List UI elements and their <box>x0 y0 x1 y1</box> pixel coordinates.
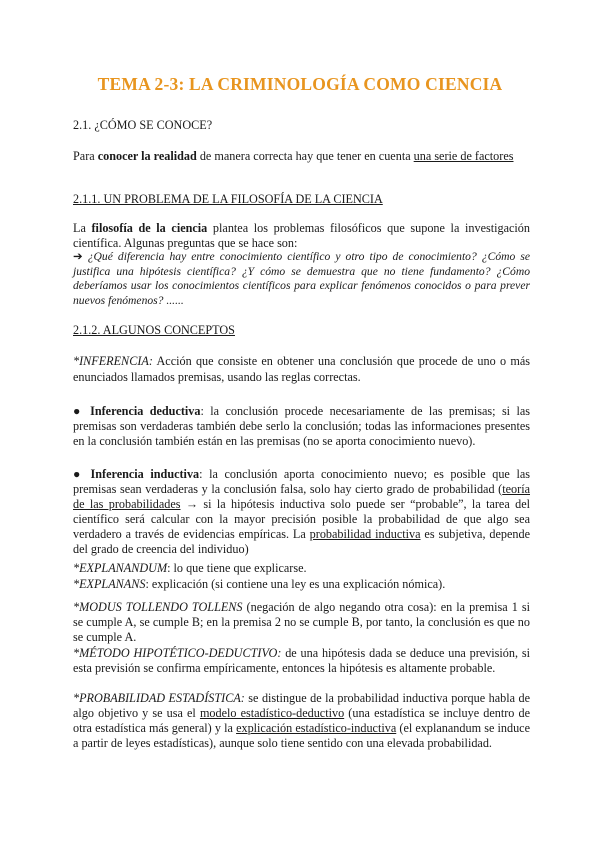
definition-explanans <box>73 577 530 592</box>
questions-text: ¿Qué diferencia hay entre conocimiento científico y otro tipo de conocimiento? ¿Cómo se justifica una hipótesis científica? ¿Y cómo se demuestra que no tiene fundamento? ¿Cómo deberíamos usar los conocimientos científicos para explicar fenómenos conocidos o para prever nuevos fenómenos? ...... <box>73 250 530 307</box>
text: de una hipótesis dada se deduce una previsión, si esta previsión se confirma empíricamente, entonces la hipótesis es altamente probable. <box>73 646 530 675</box>
text: de manera correcta hay que tener en cuenta <box>196 149 414 163</box>
questions-list <box>73 250 530 308</box>
term: *EXPLANANS <box>73 577 146 591</box>
text: La <box>73 221 92 235</box>
bullet-icon: ● <box>73 467 91 481</box>
term: Inferencia inductiva <box>90 467 200 481</box>
underlined-text: explicación estadístico-inductiva <box>236 721 397 735</box>
bold-term: filosofía de la ciencia <box>91 221 208 235</box>
page-title: TEMA 2-3: LA CRIMINOLOGÍA COMO CIENCIA <box>97 74 503 94</box>
text: Para <box>73 149 98 163</box>
text: plantea los problemas filosóficos que supone la investigación científica. Algunas preguntas que se hace son: <box>73 221 530 250</box>
underlined-text: teoría de las probabilidades <box>73 482 530 511</box>
section-heading-2-1-1: 2.1.1. UN PROBLEMA DE LA FILOSOFÍA DE LA CIENCIA <box>73 192 383 206</box>
bullet-icon: ● <box>73 404 91 418</box>
text: se distingue de la probabilidad inductiva porque habla de algo objetivo y se usa el <box>73 691 530 720</box>
term: *PROBABILIDAD ESTADÍSTICA: <box>73 691 245 705</box>
text: : la conclusión aporta conocimiento nuevo; es posible que las premisas sean verdaderas y la conclusión falsa, solo hay cierto grado de probabilidad ( <box>73 467 530 496</box>
underlined-text: modelo estadístico-deductivo <box>199 706 345 720</box>
definition-explanandum <box>73 561 530 576</box>
definition-inferencia <box>73 353 530 385</box>
text: : explicación (si contiene una ley es una explicación nómica). <box>145 577 446 591</box>
text: : la conclusión procede necesariamente de las premisas; si las premisas son verdaderas también debe serlo la conclusión; todas las informaciones presentes en la conclusión también están en las premisas (no se aporta conocimiento nuevo). <box>73 404 530 448</box>
bullet-inferencia-deductiva <box>73 404 530 449</box>
bullet-inferencia-inductiva <box>73 467 530 557</box>
arrow-icon: ➔ <box>73 250 88 263</box>
definition-modus-tollendo-tollens <box>73 600 530 645</box>
text: es subjetiva, depende del grado de creencia del individuo) <box>73 527 530 556</box>
term: *MODUS TOLLENDO TOLLENS <box>73 600 243 614</box>
text: (negación de algo negando otra cosa): en la premisa 1 si se cumple A, se cumple B; en la premisa 2 no se cumple B, por tanto, la conclusión es que no se cumple A. <box>73 600 530 644</box>
text: → si la hipótesis inductiva solo puede ser “probable”, la tarea del científico será calcular con la mayor precisión posible la probabilidad de que algo sea verdadero a través de evidencias empíricas. La <box>73 497 530 541</box>
definition-probabilidad-estadistica <box>73 691 530 751</box>
bold-term: conocer la realidad <box>97 149 197 163</box>
term: Inferencia deductiva <box>90 404 201 418</box>
text: : lo que tiene que explicarse. <box>167 561 307 575</box>
term: *INFERENCIA: <box>73 354 153 368</box>
underlined-text: una serie de factores <box>413 149 514 163</box>
text: Acción que consiste en obtener una conclusión que procede de uno o más enunciados llamados premisas, usando las reglas correctas. <box>73 354 530 384</box>
text: (una estadística se incluye dentro de otra estadística más general) y la <box>73 706 530 735</box>
section-heading-2-1: 2.1. ¿CÓMO SE CONOCE? <box>73 118 213 132</box>
paragraph-conocer <box>73 149 530 164</box>
term: *EXPLANANDUM <box>73 561 168 575</box>
text: (el explanandum se induce a partir de leyes estadísticas), aunque solo tiene sentido con una elevada probabilidad. <box>73 721 531 750</box>
term: *MÉTODO HIPOTÉTICO-DEDUCTIVO: <box>73 646 282 660</box>
underlined-text: probabilidad inductiva <box>309 527 421 541</box>
paragraph-filosofia <box>73 221 530 251</box>
definition-metodo-hipotetico-deductivo <box>73 646 530 676</box>
section-heading-2-1-2: 2.1.2. ALGUNOS CONCEPTOS <box>73 323 235 337</box>
